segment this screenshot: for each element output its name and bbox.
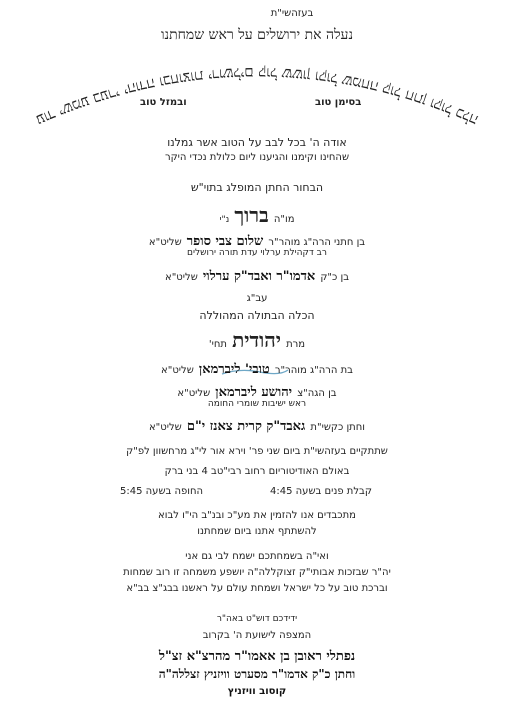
bride-gf-prefix: בן הגה"צ (297, 388, 337, 399)
bride-gf-suffix: שליט"א (177, 388, 211, 399)
signature-name: נפתלי ראובן בן אאמו"ר מהרצ"א זצ"ל (158, 649, 356, 664)
groom-prefix: מו"ה (273, 214, 295, 225)
arched-verse-text: עוד ישמע בערי יהודה ובחוצות ירושלים קול ששון וקול שמחה קול חתן וקול כלה (33, 63, 481, 130)
bride-name-line (0, 328, 514, 353)
event-venue: באולם האודיטוריום רחוב רבי"טב 4 בני ברק (164, 466, 350, 477)
bride-ggf-name: גאבד"ק קרית צאנז י"ם (186, 419, 306, 434)
intro-line-2: שהחינו וקימנו והגיענו ליום כלולת נכדי היקר (164, 152, 350, 163)
bride-ggf-prefix: וחתן כקשי"ת (310, 422, 366, 433)
groom-father-role: רב דקהילת ערלוי עדת תורה ירושלים (187, 248, 327, 258)
bride-suffix: תחי' (208, 339, 227, 350)
header-verse: נעלה את ירושלים על ראש שמחתנו (160, 27, 354, 43)
siman-tov: בסימן טוב (315, 97, 362, 108)
groom-gf-name: אדמו"ר ואבד"ק ערלוי (202, 269, 316, 284)
bride-father-name: טובי' ליברמאן (198, 362, 270, 377)
groom-gf-prefix: בן כ"ק (320, 272, 349, 283)
signature-line-2: המצפה לישועת ה' בקרוב (202, 630, 312, 641)
groom-father-name: שלום צבי סופר (186, 234, 264, 249)
bride-gf-name: יהושע ליברמאן (215, 385, 293, 400)
groom-suffix: נ"י (219, 215, 230, 225)
groom-name: ברוך (234, 203, 269, 227)
invitation-line-1: מתכבדים אנו להזמין את מע"כ ובנ"ב הי"ו לבוא (158, 510, 356, 521)
mazal-tov: ובמזל טוב (140, 97, 187, 108)
blessing-line-2: יה"ר שבזכות אבותי"ק זצוקללה"ה יושפע משמחה זו רוב שמחות (123, 567, 391, 578)
groom-father-prefix: בן חתני הרה"ג מוהר"ר (268, 237, 366, 248)
chuppah-time: החופה בשעה 5:45 (120, 486, 204, 497)
groom-father-line (0, 230, 514, 249)
bh-abbreviation: בעזהשי"ת (270, 8, 314, 19)
groom-name-line (0, 203, 514, 228)
bride-ggf-suffix: שליט"א (148, 422, 182, 433)
intro-line-1: אודה ה' בכל לבב על הטוב אשר גמלנו (167, 136, 347, 149)
connector: עב"ג (246, 293, 268, 304)
blessing-line-3: וברכת טוב על כל ישראל ושמחת עולם על ראשנו בבג"צ בב"א (126, 583, 388, 594)
invitation-line-2: להשתתף אתנו ביום שמחתנו (197, 526, 317, 537)
event-date: שתתקיים בעזהשי"ת ביום שני פר' וירא אור לי"ג מרחשוון לפ"ק (126, 446, 388, 457)
bride-prefix: מרת (286, 339, 306, 350)
bride-name: יהודית (232, 328, 281, 352)
bride-father-line (0, 358, 514, 377)
groom-title: הבחור החתן המופלג בתוי"ש (190, 181, 324, 194)
bride-title: הכלה הבתולה המהוללה (199, 309, 315, 322)
groom-grandfather-line (0, 265, 514, 284)
signature-line-1: ידידכם דוש"ט באה"ר (216, 614, 298, 624)
signature-line-5: קוסוב וויזניץ (227, 686, 287, 697)
bride-father-prefix: בת הרה"ג מוהר"ר (274, 365, 353, 376)
blessing-line-1: ואי"ה בשמחתכם ישמח לבי גם אני (185, 551, 329, 562)
bride-grandfather-line (0, 381, 514, 400)
reception-time: קבלת פנים בשעה 4:45 (270, 486, 372, 497)
bride-father-suffix: שליט"א (161, 365, 194, 376)
svg-text:עוד ישמע בערי יהודה ובחוצות יר (33, 64, 480, 130)
groom-gf-suffix: שליט"א (165, 272, 198, 283)
groom-father-suffix: שליט"א (148, 237, 182, 248)
bride-gf-role: ראש ישיבות שומרי החומה (207, 399, 307, 409)
bride-ggf-line (0, 415, 514, 434)
signature-line-4: וחתן כ"ק אדמו"ר מסערט וויזניץ זצללה"ה (158, 667, 356, 681)
